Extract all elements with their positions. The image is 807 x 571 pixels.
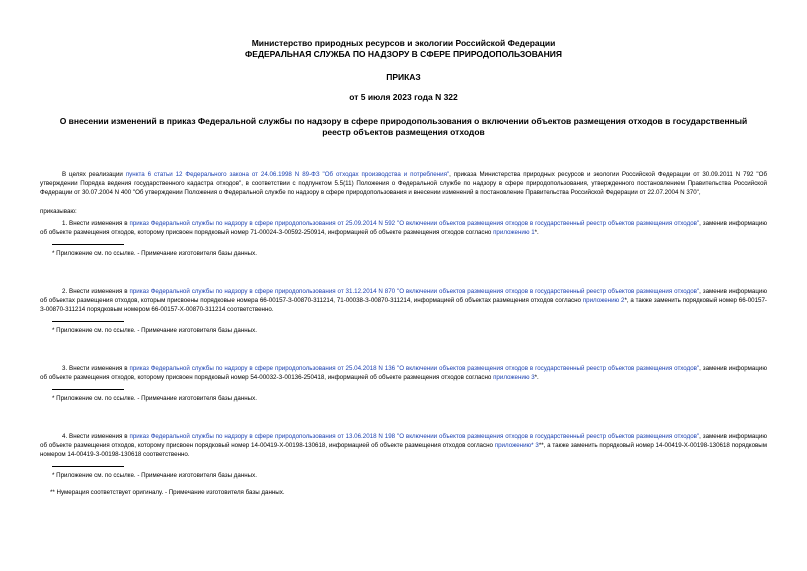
item-text: 4. Внести изменения в	[62, 433, 130, 440]
item-text: *.	[534, 229, 539, 236]
item-text: *, а также заменить порядковый номер 66-00157-З-00870-311214 порядковым номером 66-00157-Х-00870-311214 соответственно.	[40, 297, 767, 313]
item-text: , заменив информацию об объектах размещения отходов, которым присвоены порядковые номера 66-00157-З-00870-311214, 71-00038-З-00870-311214, информацией об объектах размещения отходов согласно	[40, 288, 767, 304]
item-2-paragraph	[40, 287, 767, 314]
item-4-paragraph	[40, 432, 767, 459]
service-name: ФЕДЕРАЛЬНАЯ СЛУЖБА ПО НАДЗОРУ В СФЕРЕ ПРИРОДОПОЛЬЗОВАНИЯ	[245, 49, 562, 59]
footnote-separator	[52, 321, 124, 322]
ministry-name: Министерство природных ресурсов и экологии Российской Федерации	[251, 38, 556, 48]
footnote: * Приложение см. по ссылке. - Примечание изготовителя базы данных.	[52, 250, 257, 257]
appendix-link-4[interactable]: приложению* 3	[494, 442, 539, 449]
item-text: 2. Внести изменения в	[62, 288, 130, 295]
appendix-link-2[interactable]: приложению 2	[582, 297, 625, 304]
appendix-link-3[interactable]: приложению 3	[493, 374, 535, 381]
intro-text-2: , приказа Министерства природных ресурсов и экологии Российской Федерации от 30.09.2011 N 792 "Об утверждении Порядка ведения государственного кадастра отходов", в соответствии с подпунктом 5.5(11) Положения о Федеральной службе по надзору в сфере природопользования, утвержденного постановлением Правительства Российской Федерации от 30.07.2004 N 400 "Об утверждении Положения о Федеральной службе по надзору в сфере природопользования и внесении изменений в постановление Правительства Российской Федерации от 22.07.2004 N 370",	[40, 171, 767, 196]
item-text: 3. Внести изменения в	[62, 365, 130, 372]
order-link-2[interactable]: приказ Федеральной службы по надзору в сфере природопользования от 31.12.2014 N 870 "О включении объектов размещения отходов в государственный реестр объектов размещения отходов"	[129, 288, 700, 295]
footnote-separator	[52, 244, 124, 245]
law-link[interactable]: пункта 6 статьи 12 Федерального закона от 24.06.1998 N 89-ФЗ "Об отходах производства и потребления"	[125, 171, 450, 178]
document-subject: О внесении изменений в приказ Федеральной службы по надзору в сфере природопользования о включении объектов размещения отходов в государственный реестр объектов размещения отходов	[59, 116, 748, 137]
appendix-link-1[interactable]: приложению 1	[493, 229, 535, 236]
footnote: * Приложение см. по ссылке. - Примечание изготовителя базы данных.	[52, 472, 257, 479]
intro-paragraph	[40, 170, 767, 197]
document-type: ПРИКАЗ	[386, 72, 421, 82]
document-date-number: от 5 июля 2023 года N 322	[349, 92, 458, 102]
order-link-3[interactable]: приказ Федеральной службы по надзору в сфере природопользования от 25.04.2018 N 136 "О включении объектов размещения отходов в государственный реестр объектов размещения отходов"	[129, 365, 700, 372]
item-text: , заменив информацию об объекте размещения отходов, которому присвоен порядковый номер 54-00032-З-00136-250418, информацией об объекте размещения отходов согласно	[40, 365, 767, 381]
footnote-numbering: ** Нумерация соответствует оригиналу. - Примечание изготовителя базы данных.	[50, 489, 285, 496]
order-link-1[interactable]: приказ Федеральной службы по надзору в сфере природопользования от 25.09.2014 N 592 "О включении объектов размещения отходов в государственный реестр объектов размещения отходов"	[129, 220, 700, 227]
item-text: 1. Внести изменения в	[62, 220, 130, 227]
footnote-separator	[52, 389, 124, 390]
item-text: , заменив информацию об объекте размещения отходов, которому присвоен порядковый номер 71-00024-З-00592-250914, информацией об объекте размещения отходов согласно	[40, 220, 767, 236]
item-3-paragraph	[40, 364, 767, 382]
footnote: * Приложение см. по ссылке. - Примечание изготовителя базы данных.	[52, 327, 257, 334]
intro-text-1: В целях реализации	[62, 171, 126, 178]
order-link-4[interactable]: приказ Федеральной службы по надзору в сфере природопользования от 13.06.2018 N 198 "О включении объектов размещения отходов в государственный реестр объектов размещения отходов"	[129, 433, 700, 440]
item-text: *.	[534, 374, 539, 381]
footnote: * Приложение см. по ссылке. - Примечание изготовителя базы данных.	[52, 395, 257, 402]
ordered-label: приказываю:	[40, 208, 77, 215]
item-text: **, а также заменить порядковый номер 14-00419-Х-00198-130618 порядковым номером 14-00419-З-00198-130618 соответственно.	[40, 442, 768, 458]
footnote-separator	[52, 466, 124, 467]
item-1-paragraph	[40, 219, 767, 237]
item-text: , заменив информацию об объекте размещения отходов, которому присвоен порядковый номер 14-00419-Х-00198-130618, информацией об объекте размещения отходов согласно	[40, 433, 767, 449]
